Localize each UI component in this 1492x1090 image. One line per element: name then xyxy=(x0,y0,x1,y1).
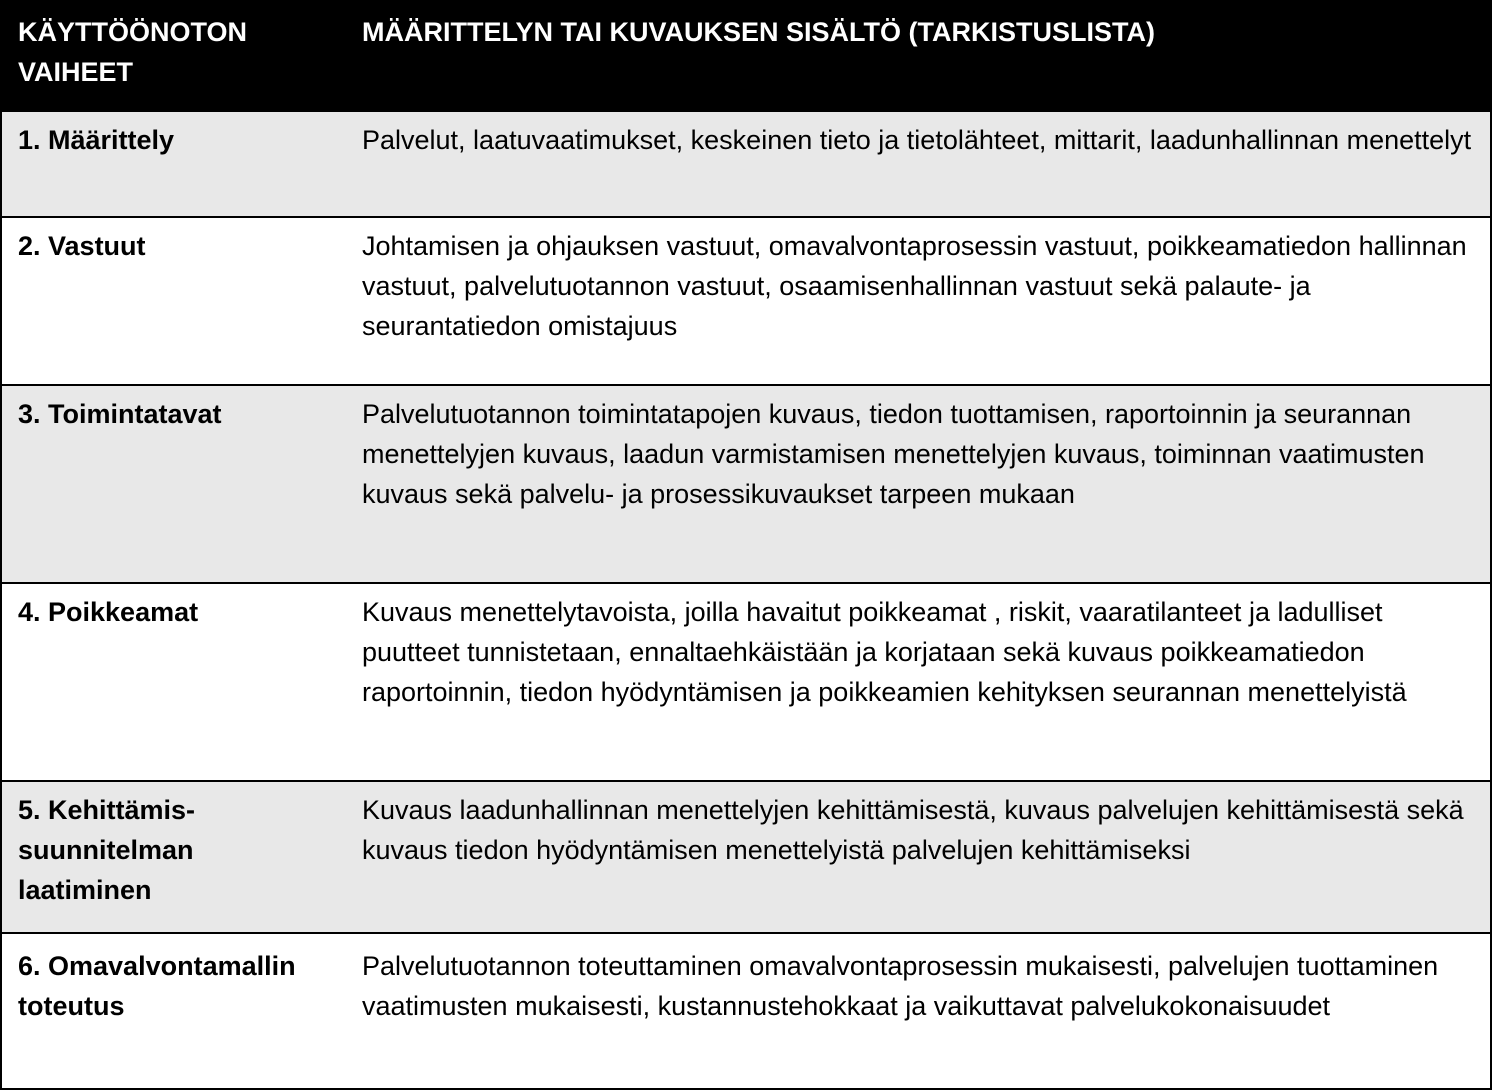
table-row xyxy=(2,386,1490,584)
content-cell: Palvelut, laatuvaatimukset, keskeinen tieto ja tietolähteet, mittarit, laadunhallinnan menettelyt xyxy=(362,125,1472,155)
phase-cell: 3. Toimintatavat xyxy=(18,399,222,429)
table-row xyxy=(2,782,1490,934)
table-row xyxy=(2,112,1490,218)
table-row xyxy=(2,934,1490,1088)
content-cell: Kuvaus laadunhallinnan menettelyjen kehittämisestä, kuvaus palvelujen kehittämisestä sekä kuvaus tiedon hyödyntämisen menettelyistä palvelujen kehittämiseksi xyxy=(362,795,1464,865)
table-row xyxy=(2,218,1490,386)
phase-cell: 1. Määrittely xyxy=(18,125,175,155)
table-row xyxy=(2,584,1490,782)
content-cell: Johtamisen ja ohjauksen vastuut, omavalvontaprosessin vastuut, poikkeamatiedon hallinnan vastuut, palvelutuotannon vastuut, osaamisenhallinnan vastuut sekä palaute- ja seurantatiedon omistajuus xyxy=(362,231,1467,341)
header-phases: KÄYTTÖÖNOTON VAIHEET xyxy=(18,17,247,87)
phase-cell: 6. Omavalvontamallin toteutus xyxy=(18,951,296,1021)
table-header-row xyxy=(2,2,1490,112)
phase-cell: 4. Poikkeamat xyxy=(18,597,199,627)
header-content: MÄÄRITTELYN TAI KUVAUKSEN SISÄLTÖ (TARKISTUSLISTA) xyxy=(362,17,1155,47)
phase-cell: 2. Vastuut xyxy=(18,231,146,261)
content-cell: Kuvaus menettelytavoista, joilla havaitut poikkeamat , riskit, vaaratilanteet ja ladulliset puutteet tunnistetaan, ennaltaehkäistään ja korjataan sekä kuvaus poikkeamatiedon raportoinnin, tiedon hyödyntämisen ja poikkeamien kehityksen seurannan menettelyistä xyxy=(362,597,1407,707)
content-cell: Palvelutuotannon toimintatapojen kuvaus, tiedon tuottamisen, raportoinnin ja seurannan menettelyjen kuvaus, laadun varmistamisen menettelyjen kuvaus, toiminnan vaatimusten kuvaus sekä palvelu- ja prosessikuvaukset tarpeen mukaan xyxy=(362,399,1425,509)
content-cell: Palvelutuotannon toteuttaminen omavalvontaprosessin mukaisesti, palvelujen tuottaminen vaatimusten mukaisesti, kustannustehokkaat ja vaikuttavat palvelukokonaisuudet xyxy=(362,951,1439,1021)
phase-cell: 5. Kehittämis-suunnitelman laatiminen xyxy=(18,795,196,905)
